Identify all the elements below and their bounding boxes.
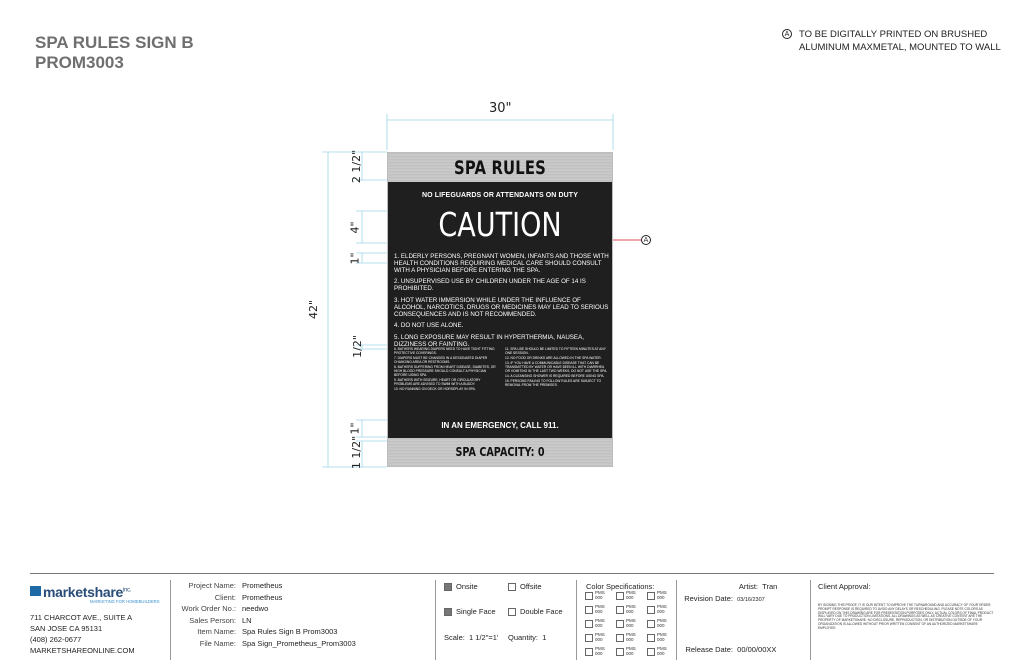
small-rule-item: 14. A CLEANSING SHOWER IS REQUIRED BEFORE USING SPA. [505, 374, 605, 378]
small-rule-item: 6. BATHERS WEARING DIAPERS NEED TO HAVE TIGHT FITTING PROTECTIVE COVERINGS. [394, 347, 495, 355]
emergency-height-label: 1" [348, 422, 362, 435]
pms-swatch[interactable]: PMS 000 [585, 647, 619, 661]
quantity-field: Quantity: 1 [508, 633, 547, 642]
rule-item: 1. ELDERLY PERSONS, PREGNANT WOMEN, INFANTS AND THOSE WITH HEALTH CONDITIONS REQUIRING MEDICAL CARE SHOULD CONSULT WITH A PHYSICIAN BEFORE ENTERING THE SPA. [394, 253, 609, 274]
rule-item: 4. DO NOT USE ALONE. [394, 322, 464, 330]
pms-swatch[interactable]: PMS 000 [616, 619, 650, 633]
divider [170, 580, 171, 660]
logo-mark-icon [30, 586, 41, 596]
title-block [30, 573, 994, 663]
pms-swatch[interactable]: PMS 000 [616, 647, 650, 661]
rule-item: 5. LONG EXPOSURE MAY RESULT IN HYPERTHERMIA, NAUSEA, DIZZINESS OR FAINTING. [394, 334, 584, 348]
pms-swatch[interactable]: PMS 000 [616, 633, 650, 647]
sign-subtitle: NO LIFEGUARDS OR ATTENDANTS ON DUTY [422, 192, 578, 199]
pms-swatch[interactable]: PMS 000 [616, 591, 650, 605]
client-approval-label: Client Approval: [818, 582, 871, 591]
divider [576, 580, 577, 660]
pms-swatch[interactable]: PMS 000 [647, 605, 681, 619]
project-fields [178, 580, 378, 649]
address-phone: (408) 262-0677 [30, 635, 82, 644]
sign-title: SPA RULES [454, 157, 546, 179]
logo-text: marketshare$^{inc.}$ [43, 584, 132, 600]
small-rule-item: 7. DIAPERS MUST BE CHANGED IN A DESIGNATED DIAPER CHANGING AREA OR RESTROOMS. [394, 356, 488, 364]
pms-swatch[interactable]: PMS 000 [647, 633, 681, 647]
offsite-option[interactable]: Offsite [508, 582, 542, 591]
pms-swatch[interactable]: PMS 000 [616, 605, 650, 619]
pms-swatch[interactable]: PMS 000 [585, 633, 619, 647]
double-face-checkbox[interactable] [508, 608, 516, 616]
small-rule-item: 11. SPA USE SHOULD BE LIMITED TO FIFTEEN MINUTES AT ANY ONE SESSION. [505, 347, 606, 355]
address-line: 711 CHARCOT AVE., SUITE A [30, 613, 133, 622]
note-line2: ALUMINUM MAXMETAL, MOUNTED TO WALL [799, 42, 1001, 53]
approval-disclaimer: BY SIGNING THIS PROOF, IT IS OUR INTENT TO IMPROVE THE TURNAROUND AND ACCURACY OF YOUR ORDER. PROMPT RESPONSE IS REQUIRED TO AVOID ANY DELAYS OR RESCHEDULING. PLEASE NOTE COLORS AS DISPLAYED ON THIS DRAWING ARE FOR PRESENTATION PURPOSES ONLY. ACTUAL COLORS OF FINAL PRODUCT WILL VARY DUE TO PRODUCTION LIMITATIONS. ALL DRAWINGS AS WELL AS CREATIVE CONTENT ARE THE PROPERTY OF MARKETSHARE. NO DISCLOSURE, REPRODUCTION, OR DISTRIBUTION OUTSIDE OF YOUR ORGANIZATION IS ALLOWED WITHOUT PRIOR WRITTEN CONSENT OF AN AUTHORIZED MARKETSHARE EMPLOYEE. [818, 603, 994, 630]
small-rule-item: 8. BATHERS SUFFERING FROM HEART DISEASE, DIABETES, OR HIGH BLOOD PRESSURE SHOULD CONSULT A PHYSICIAN BEFORE USING SPA. [394, 365, 496, 377]
pms-swatch[interactable]: PMS 000 [585, 591, 619, 605]
small-rule-item: 9. BATHERS WITH SEIZURE, HEART OR CIRCULATORY PROBLEMS ARE ADVISED TO SWIM WITH A BUDDY. [394, 377, 481, 386]
small-rule-item: 12. NO FOOD OR DRINKS ARE ALLOWED IN THE SPA WATER. [505, 356, 602, 360]
field-sales-person: Sales Person: LN [189, 615, 252, 625]
pms-swatch[interactable]: PMS 000 [647, 619, 681, 633]
pms-swatch[interactable]: PMS 000 [585, 619, 619, 633]
pms-swatch[interactable]: PMS 000 [585, 605, 619, 619]
sign-caution: CAUTION [438, 205, 562, 244]
double-face-option[interactable]: Double Face [508, 607, 563, 616]
width-label: 30" [489, 101, 512, 116]
spa-rules-sign [387, 152, 613, 467]
pms-swatch[interactable]: PMS 000 [647, 647, 681, 661]
onsite-checkbox[interactable] [444, 583, 452, 591]
pms-swatch[interactable]: PMS 000 [647, 591, 681, 605]
release-date-field: Release Date: 00/00/00XX [685, 645, 777, 654]
rule-item: 2. UNSUPERVISED USE BY CHILDREN UNDER THE AGE OF 14 IS PROHIBITED. [394, 278, 586, 293]
document-title-line1: SPA RULES SIGN B [35, 33, 194, 52]
divider [676, 580, 677, 660]
revision-date-field: Revision Date: 03/16/2307 [684, 594, 765, 603]
small-rules-right [505, 348, 609, 389]
address-line: SAN JOSE CA 95131 [30, 624, 103, 633]
single-face-option[interactable]: Single Face [444, 607, 496, 616]
height-label: 42" [307, 299, 321, 320]
top-band-label: 2 1/2" [350, 149, 364, 184]
field-client: Client: Prometheus [214, 592, 283, 602]
document-title-line2: PROM3003 [35, 53, 124, 72]
note-line1: TO BE DIGITALLY PRINTED ON BRUSHED [799, 29, 988, 40]
logo-tagline: MARKETING FOR HOMEBUILDERS [90, 599, 160, 604]
divider [435, 580, 436, 660]
rule-item: 3. HOT WATER IMMERSION WHILE UNDER THE INFLUENCE OF ALCOHOL, NARCOTICS, DRUGS OR MEDICINES MAY LEAD TO SERIOUS CONSEQUENCES AND IS NOT RECOMMENDED. [394, 296, 609, 318]
scale-field: Scale: 1 1/2"=1' [444, 633, 499, 642]
small-rule-item: 13. IF YOU HAVE A COMMUNICABLE DISEASE THAT CAN BE TRANSMITTED BY WATER OR HAVE BEEN ILL WITH DIARRHEA OR VOMITING IN THE LAST TWO WEEKS, DO NOT USE THE SPA. [505, 361, 608, 373]
address-website: MARKETSHAREONLINE.COM [30, 646, 135, 655]
sign-emergency: IN AN EMERGENCY, CALL 911. [441, 421, 559, 430]
onsite-option[interactable]: Onsite [444, 582, 478, 591]
rule-text-height-label: 1" [348, 252, 362, 265]
field-work-order: Work Order No.: needwo [181, 604, 269, 613]
field-item-name: Item Name: Spa Rules Sign B Prom3003 [197, 627, 338, 636]
field-file-name: File Name: Spa Sign_Prometheus_Prom3003 [199, 638, 356, 648]
bottom-band-label: 1 1/2" [350, 435, 364, 470]
field-project-name: Project Name: Prometheus [188, 581, 283, 590]
caution-height-label: 4" [348, 221, 362, 234]
callout-marker-a: A [641, 235, 651, 245]
divider [810, 580, 811, 660]
single-face-checkbox[interactable] [444, 608, 452, 616]
artist-field: Artist: Tran [738, 582, 778, 591]
note-marker-a: A [782, 29, 792, 39]
company-address [30, 612, 135, 656]
small-rules-left [394, 348, 498, 393]
small-text-height-label: 1/2" [350, 335, 364, 358]
small-rule-item: 15. PERSONS FAILING TO FOLLOW RULES ARE SUBJECT TO REMOVAL FROM THE PREMISES. [505, 379, 602, 387]
small-rule-item: 10. NO RUNNING ON DECK OR HORSEPLAY IN SPA. [394, 386, 476, 391]
main-rules-list [394, 254, 610, 354]
offsite-checkbox[interactable] [508, 583, 516, 591]
sign-capacity: SPA CAPACITY: 0 [455, 445, 545, 459]
color-spec-label: Color Specifications: [586, 582, 655, 591]
